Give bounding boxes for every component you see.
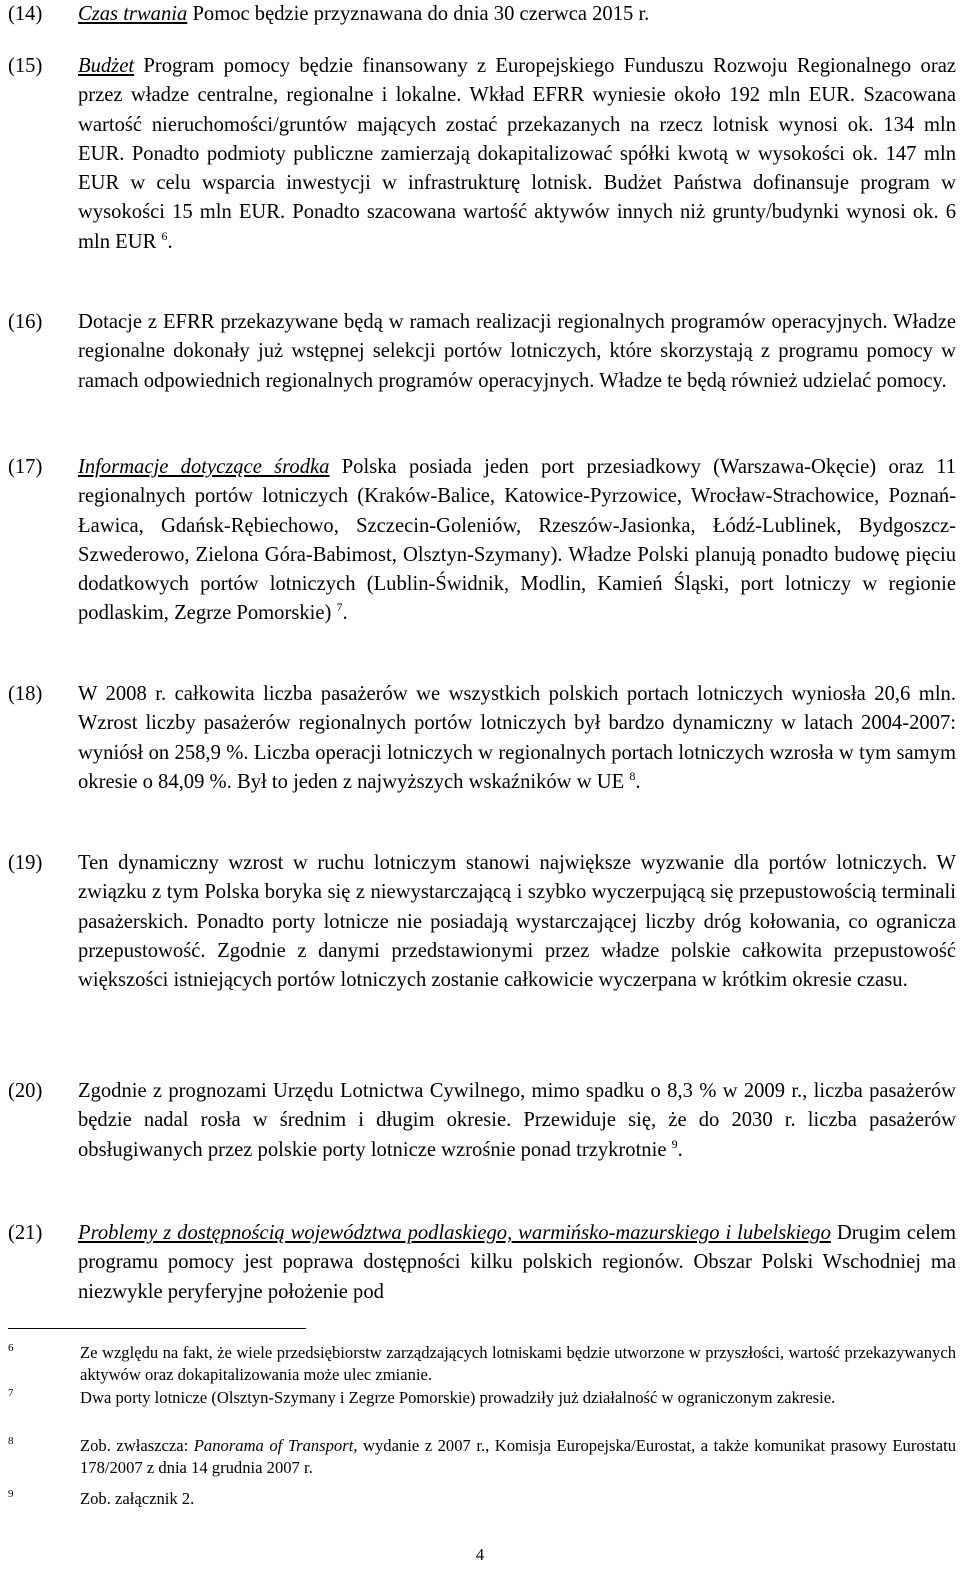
paragraph-text: Dotacje z EFRR przekazywane będą w ramach realizacji regionalnych programów operacyjnych. Władze regionalne dokonały już wstępnej selekcji portów lotniczych, które skorzystają z programu pomocy w ramach odpowiednich regionalnych programów operacyjnych. Władze te będą również udzielać pomocy. [78, 311, 956, 392]
paragraph-heading: Problemy z dostępnością województwa podlaskiego, warmińsko-mazurskiego i lubelskiego [78, 1222, 831, 1244]
paragraph-text: Program pomocy będzie finansowany z Europejskiego Funduszu Rozwoju Regionalnego oraz przez władze centralne, regionalne i lokalne. Wkład EFRR wyniesie około 192 mln EUR. Szacowana wartość nieruchomości/gruntów mających zostać przekazanych na rzecz lotnisk wynosi ok. 134 mln EUR. Ponadto podmioty publiczne zamierzają dokapitalizować spółki kwotą w wysokości ok. 147 mln EUR w celu wsparcia inwestycji w infrastrukturę lotnisk. Budżet Państwa dofinansuje program w wysokości 15 mln EUR. Ponadto szacowana wartość aktywów innych niż grunty/budynki wynosi ok. 6 mln EUR [78, 55, 956, 253]
footnote-9 [8, 1488, 956, 1510]
footnote-text: Ze względu na fakt, że wiele przedsiębiorstw zarządzających lotniskami będzie utworzone w przyszłości, wartość przekazywanych aktywów oraz dokapitalizowania może ulec zmianie. [80, 1343, 956, 1385]
paragraph-20 [8, 1077, 956, 1165]
footnote-8 [8, 1435, 956, 1480]
footnote-ref: 9 [671, 1136, 678, 1151]
paragraph-number: (15) [8, 55, 43, 77]
paragraph-number: (20) [8, 1080, 43, 1102]
footnote-text-prefix: Zob. zwłaszcza: [80, 1436, 194, 1455]
paragraph-text: Pomoc będzie przyznawana do dnia 30 czerwca 2015 r. [187, 3, 650, 25]
paragraph-number: (14) [8, 3, 43, 25]
paragraph-number: (21) [8, 1222, 43, 1244]
footnote-publication-title: Panorama of Transport [193, 1436, 354, 1455]
paragraph-number: (19) [8, 852, 43, 874]
paragraph-18 [8, 680, 956, 797]
paragraph-21 [8, 1219, 956, 1307]
paragraph-text: W 2008 r. całkowita liczba pasażerów we wszystkich polskich portach lotniczych wyniosła 20,6 mln. Wzrost liczby pasażerów regionalnych portów lotniczych był bardzo dynamiczny w latach 2004-2007: wyniósł on 258,9 %. Liczba operacji lotniczych w regionalnych portach lotniczych wzrosła w tym samym okresie o 84,09 %. Był to jeden z najwyższych wskaźników w UE [78, 683, 956, 793]
paragraph-tail: . [677, 1138, 683, 1161]
paragraph-heading: Informacje dotyczące środka [78, 456, 330, 478]
footnote-ref: 6 [161, 228, 168, 243]
footnote-number: 6 [8, 1342, 14, 1354]
paragraph-tail: . [167, 230, 173, 253]
footnote-number: 9 [8, 1488, 14, 1500]
paragraph-17 [8, 453, 956, 629]
footnote-number: 8 [8, 1435, 14, 1447]
paragraph-tail: . [342, 602, 348, 625]
footnote-6 [8, 1342, 956, 1387]
footnote-ref: 7 [336, 600, 343, 615]
footnote-ref: 8 [629, 768, 636, 783]
paragraph-text: Polska posiada jeden port przesiadkowy (Warszawa-Okęcie) oraz 11 regionalnych portów lotniczych (Kraków-Balice, Katowice-Pyrzowice, Wrocław-Strachowice, Poznań-Ławica, Gdańsk-Rębiechowo, Szczecin-Goleniów, Rzeszów-Jasionka, Łódź-Lublinek, Bydgoszcz-Szwederowo, Zielona Góra-Babimost, Olsztyn-Szymany). Władze Polski planują ponadto budowę pięciu dodatkowych portów lotniczych (Lublin-Świdnik, Modlin, Kamień Śląski, port lotniczy w regionie podlaskim, Zegrze Pomorskie) [78, 456, 957, 625]
paragraph-number: (16) [8, 311, 43, 333]
footnote-text: , wydanie z 2007 r., Komisja Europejska/Eurostat, a także komunikat prasowy Eurostatu 178/2007 z dnia 14 grudnia 2007 r. [80, 1436, 957, 1478]
paragraph-14 [8, 0, 956, 29]
paragraph-19 [8, 849, 956, 995]
footnote-text: Zob. załącznik 2. [80, 1489, 195, 1508]
paragraph-number: (18) [8, 683, 43, 705]
paragraph-16 [8, 308, 956, 396]
paragraph-heading: Czas trwania [78, 3, 188, 25]
paragraph-heading: Budżet [78, 55, 135, 77]
paragraph-15 [8, 52, 956, 257]
footnote-7 [8, 1387, 956, 1409]
paragraph-text: Zgodnie z prognozami Urzędu Lotnictwa Cywilnego, mimo spadku o 8,3 % w 2009 r., liczba pasażerów będzie nadal rosła w średnim i długim okresie. Przewiduje się, że do 2030 r. liczba pasażerów obsługiwanych przez polskie porty lotnicze wzrośnie ponad trzykrotnie [78, 1080, 956, 1161]
footnote-separator [8, 1328, 306, 1329]
paragraph-tail: . [635, 770, 641, 793]
footnote-text: Dwa porty lotnicze (Olsztyn-Szymany i Zegrze Pomorskie) prowadziły już działalność w ograniczonym zakresie. [80, 1388, 836, 1407]
footnote-number: 7 [8, 1387, 14, 1399]
paragraph-number: (17) [8, 456, 43, 478]
paragraph-text: Ten dynamiczny wzrost w ruchu lotniczym stanowi największe wyzwanie dla portów lotniczych. W związku z tym Polska boryka się z niewystarczającą i szybko wyczerpującą się przepustowością terminali pasażerskich. Ponadto porty lotnicze nie posiadają wystarczającej liczby dróg kołowania, co ogranicza przepustowość. Zgodnie z danymi przedstawionymi przez władze polskie całkowita przepustowość większości istniejących portów lotniczych zostanie całkowicie wyczerpana w krótkim okresie czasu. [78, 852, 956, 992]
paragraph-text: Drugim celem programu pomocy jest poprawa dostępności kilku polskich regionów. Obszar Polski Wschodniej ma niezwykle peryferyjne położenie pod [78, 1222, 956, 1303]
page-number: 4 [475, 1545, 485, 1564]
